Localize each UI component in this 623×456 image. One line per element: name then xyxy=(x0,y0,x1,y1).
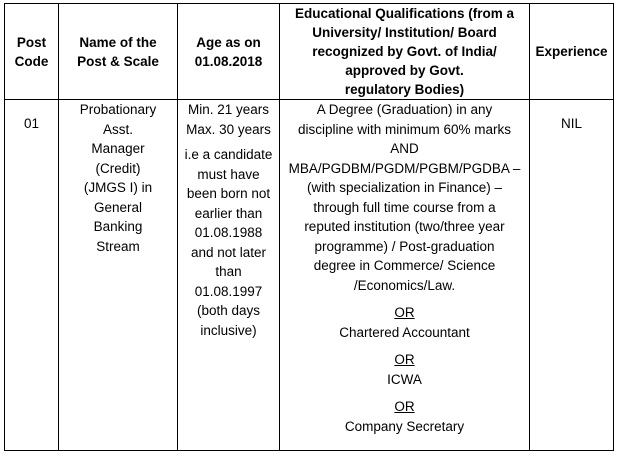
header-qualification: Educational Qualifications (from a University/ Institution/ Board recognized by Govt. of India/ approved by Govt. regulatory Bodies) xyxy=(280,4,530,100)
or-separator: OR xyxy=(394,305,415,320)
cell-experience: NIL xyxy=(530,100,614,451)
eligibility-table xyxy=(4,3,614,451)
cell-age: Min. 21 years Max. 30 years i.e a candidate must have been born not earlier than 01.08.1988 and not later than 01.08.1997 (both days inclusive) xyxy=(178,100,280,451)
cell-qualification: A Degree (Graduation) in any discipline with minimum 60% marks AND MBA/PGDBM/PGDM/PGBM/PGDBA – (with specialization in Finance) – through full time course from a reputed institution (two/three year programme) / Post-graduation degree in Commerce/ Science /Economics/Law. OR Chartered Accountant OR ICWA OR Company Secretary xyxy=(280,100,530,451)
table-row xyxy=(5,100,614,451)
cell-post-name: Probationary Asst. Manager (Credit) (JMGS I) in General Banking Stream xyxy=(59,100,178,451)
header-age: Age as on 01.08.2018 xyxy=(178,4,280,100)
header-row xyxy=(5,4,614,100)
cell-post-code: 01 xyxy=(5,100,59,451)
header-experience: Experience xyxy=(530,4,614,100)
alt-qualification: ICWA xyxy=(387,371,422,387)
or-separator: OR xyxy=(394,352,415,367)
alt-qualification: Company Secretary xyxy=(344,418,465,434)
header-post-code: Post Code xyxy=(5,4,59,100)
or-separator: OR xyxy=(394,399,415,414)
alt-qualification: Chartered Accountant xyxy=(339,324,470,340)
header-name-scale: Name of the Post & Scale xyxy=(59,4,178,100)
